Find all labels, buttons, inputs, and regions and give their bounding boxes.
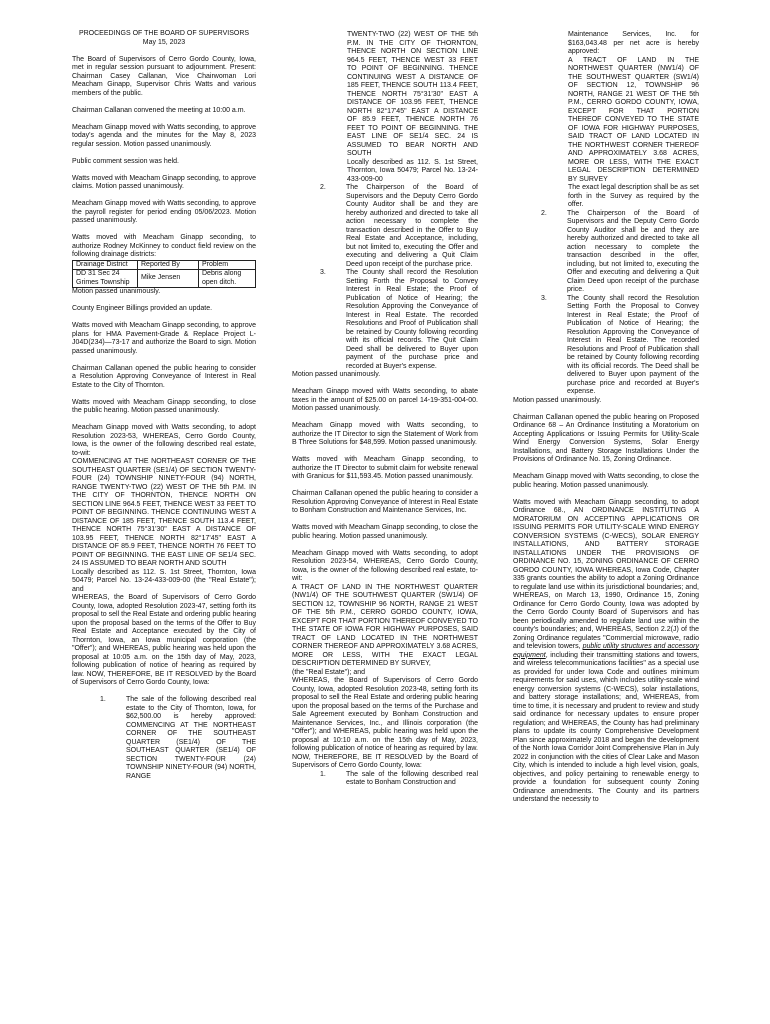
paragraph: The Board of Supervisors of Cerro Gordo County, Iowa, met in regular session pursuant to adjournment. Present: Chairman Casey Callanan, Vice Chairwoman Lori Meacham Ginapp, Supervisor Chris Watts and various members of the public. — [72, 55, 256, 97]
table-cell: DD 31 Sec 24 Grimes Township — [73, 270, 138, 288]
paragraph: Meacham Ginapp moved with Watts seconding, to close the public hearing. Motion passed unanimously. — [513, 473, 699, 489]
list-text: The sale of the following described real estate to the City of Thornton, Iowa, for $62,500.00 is hereby approved: COMMENCING AT THE NORTHEAST CORNER OF THE SOUTHEAST QUARTER (SE1/4) OF THE SOUTHEAST QUARTER (SE1/4) OF SECTION TWENTY-FOUR (24) TOWNSHIP NINETY-FOUR (94) NORTH, RANGE — [126, 696, 256, 780]
legal-description: COMMENCING AT THE NORTHEAST CORNER OF THE SOUTHEAST QUARTER (SE1/4) OF SECTION TWENTY-FOUR (24) TOWNSHIP NINETY-FOUR (94) NORTH, RANGE TWENTY-TWO (22) WEST OF THE 5th P.M. IN THE CITY OF THORNTON, THENCE NORTH ON SECTION LINE 964.5 FEET, THENCE WEST 33 FEET TO POINT OF BEGINNING. THENCE CONTINUING WEST A DISTANCE OF 185 FEET, THENCE SOUTH 113.4 FEET, THENCE NORTH 75°31'30" EAST A DISTANCE OF 103.95 FEET, THENCE NORTH 82°17'45" EAST A DISTANCE OF 85.9 FEET, THENCE NORTH 76 FEET TO POINT OF BEGINNING. THE EAST LINE OF SE1/4 SEC. 24 IS ASSUMED TO BEAR NORTH AND SOUTH — [72, 458, 256, 567]
paragraph: The exact legal description shall be as set forth in the Survey as required by the offer. — [568, 184, 699, 208]
table-header: Reported By — [138, 260, 199, 270]
list-number: 1. — [100, 696, 106, 703]
ordinance-text: Watts moved with Meacham Ginapp seconding, to adopt Ordinance 68., AN ORDINANCE INSTITUTING A MORATORIUM ON ACCEPTING APPLICATIONS OR ISSUING PERMITS FOR UTILITY-SCALE WIND ENERGY CONVERSION SYSTEMS (C-WECS), SOLAR ENERGY INSTALLATIONS, AND BATTERY STORAGE INSTALLATIONS UNDER THE PROVISIONS OF ORDINANCE NO. 15, ZONING ORDINANCE OF CERRO GORDO COUNTY, IOWA WHEREAS, Iowa Code, Chapter 335 grants counties the ability to adopt a Zoning Ordinance to regulate land use within its jurisdictional boundaries; and, WHEREAS, on March 13, 1990, Ordinance 15, Zoning Ordinance for Cerro Gordo County, Iowa was adopted by the Cerro Gordo County Board of Supervisors and has been periodically amended to regulate land use within the county's boundaries; and, WHEREAS, Section 2.2(J) of the Zoning Ordinance regulates "Commercial microwave, radio and television towers, — [513, 498, 699, 650]
list-number: 1. — [320, 770, 326, 778]
list-text: The Chairperson of the Board of Supervisors and the Deputy Cerro Gordo County Auditor shall be and they are hereby authorized and directed to take all action necessary to complete the transaction described in the Offer to Buy Real Estate and Acceptance, including, but not limited to, executing the Offer and executing and delivering a Quit Claim Deed upon receipt of the purchase price. — [346, 184, 478, 268]
paragraph: Locally described as 112. S. 1st Street, Thornton, Iowa 50479; Parcel No. 13-24-433-009-00 (the "Real Estate"); and — [72, 568, 256, 593]
list-number: 2. — [541, 209, 547, 217]
legal-description: TWENTY-TWO (22) WEST OF THE 5th P.M. IN THE CITY OF THORNTON, THENCE NORTH ON SECTION LINE 964.5 FEET, THENCE WEST 33 FEET TO POINT OF BEGINNING. THENCE CONTINUING WEST A DISTANCE OF 185 FEET, THENCE SOUTH 113.4 FEET, THENCE NORTH 75°31'30" EAST A DISTANCE OF 103.95 FEET, THENCE NORTH 82°17'45" EAST A DISTANCE OF 85.9 FEET, THENCE NORTH 76 FEET TO POINT OF BEGINNING. THE EAST LINE OF SE1/4 SEC. 24 IS ASSUMED TO BEAR NORTH AND SOUTH — [347, 31, 478, 157]
table-header: Drainage District — [73, 260, 138, 270]
list-item — [292, 771, 478, 788]
paragraph: Meacham Ginapp moved with Watts seconding, to adopt Resolution 2023-54, WHEREAS, Cerro Gordo County, Iowa, is the owner of the following described real estate, to-wit: — [292, 549, 478, 582]
list-number: 3. — [320, 269, 326, 276]
paragraph: Chairman Callanan convened the meeting at 10:00 a.m. — [72, 106, 246, 114]
ordinance-emphasis: public utility structures and accessory equipment — [513, 643, 700, 659]
list-text: The Chairperson of the Board of Supervisors and the Deputy Cerro Gordo County Auditor shall be and they are hereby authorized and directed to take all action necessary to complete the transaction described in the offer, including, but not limited to, executing the Offer and executing and delivering a Quit Claim Deed upon receipt of the purchase price. — [567, 209, 699, 293]
column-1 — [72, 30, 256, 781]
list-item — [72, 696, 256, 781]
paragraph: Meacham Ginapp moved with Watts seconding, to approve today's agenda and the minutes for the May 8, 2023 regular session. Motion passed unanimously. — [72, 123, 256, 148]
paragraph: Watts moved with Meacham Ginapp seconding, to approve plans for HMA Pavement-Grade & Replace Project L-J04D(234)—73-17 and authorize the Board to sign. Motion passed unanimously. — [72, 322, 256, 355]
paragraph: Motion passed unanimously. — [72, 288, 161, 295]
paragraph: Maintenance Services, Inc. for $163,043.48 per net acre is hereby approved: — [568, 31, 699, 55]
paragraph: Public comment session was held. — [72, 157, 179, 165]
list-number: 2. — [320, 184, 326, 191]
table-header: Problem — [199, 260, 256, 270]
paragraph: Meacham Ginapp moved with Watts seconding, to approve the payroll register for period ending 05/06/2023. Motion passed unanimously. — [72, 200, 256, 224]
list-number: 3. — [541, 294, 547, 302]
paragraph: (the "Real Estate"); and — [292, 668, 366, 676]
paragraph: Chairman Callanan opened the public hearing to consider a Resolution Approving Conveyance of Interest in Real Estate to Bonham Construction and Maintenance Services, Inc. — [292, 490, 478, 514]
paragraph: Meacham Ginapp moved with Watts seconding, to abate taxes in the amount of $25.00 on parcel 14-19-351-004-00. Motion passed unanimously. — [292, 388, 478, 412]
list-item — [292, 184, 478, 269]
paragraph: WHEREAS, the Board of Supervisors of Cerro Gordo County, Iowa, adopted Resolution 2023-48, setting forth its proposal to sell the Real Estate and ordering public hearing upon the proposal based on the terms of the Purchase and Sale Agreement executed by Bonham Construction and Maintenance Services, Inc., and Illinois corporation (the "Offer"); and WHEREAS, public hearing was held upon the proposal at 10:10 a.m. on the 15th day of May, 2023, following publication of notice of hearing as required by law. NOW, THEREFORE, BE IT RESOLVED by the Board of Supervisors of Cerro Gordo County, Iowa: — [292, 677, 478, 769]
paragraph: Watts moved with Meacham Ginapp seconding, to authorize Rodney McKinney to conduct field review on the following drainage districts: — [72, 234, 256, 258]
paragraph: Motion passed unanimously. — [292, 371, 381, 378]
list-text: The County shall record the Resolution Setting Forth the Proposal to Convey Interest in Real Estate; the Proof of Publication of Notice of Hearing; the Resolution Approving the Conveyance of Interest in Real Estate. The recorded Resolutions and Proof of Publication shall be retained by County following recording with its official records. The Quit Claim Deed shall be delivered to Buyer upon payment of the purchase price and recorded at Buyer's expense. — [346, 269, 478, 370]
table-cell: Mike Jensen — [138, 270, 199, 288]
paragraph — [513, 499, 699, 805]
document-title: PROCEEDINGS OF THE BOARD OF SUPERVISORS — [78, 30, 250, 37]
ordinance-text: , including their transmitting stations and towers, and wireless telecommunications facilities" as a special use as provided for under Iowa Code and outlines minimum requirements for said uses, which includes utility-scale wind energy conversion systems (C-WECS), solar installations, and battery storage installations; and, WHEREAS, from time to time, it is necessary and prudent to review and study said ordinance for necessary updates to ensure proper regulation; and WHEREAS, the County has had preliminary plans to update its county Comprehensive Development Plan since approximately 2018 and began the development of the North Iowa Corridor Joint Comprehensive Plan in July 2022 in conjunction with the cities of Clear Lake and Mason City, which is intended to include a high level vision, goals, objectives, and policy pertaining to renewable energy to provide a foundation for subsequent county Zoning Ordinance amendments. The County and its partners understand the necessity to — [513, 651, 699, 803]
column-2 — [292, 31, 478, 788]
table-cell: Debris along open ditch. — [199, 270, 256, 288]
paragraph: Watts moved with Meacham Ginapp seconding, to approve claims. Motion passed unanimously. — [72, 174, 256, 190]
paragraph: Meacham Ginapp moved with Watts seconding, to authorize the IT Director to sign the Statement of Work from B Three Solutions for $48,599. Motion passed unanimously. — [292, 422, 478, 446]
drainage-table — [72, 260, 256, 289]
paragraph: Chairman Callanan opened the public hearing on Proposed Ordinance 68 – An Ordinance Instituting a Moratorium on Accepting Applications or Issuing Permits for Utility-Scale Wind Energy Conversion Systems, Solar Energy Installations, and Battery Storage Installations Under the Provisions of Ordinance No. 15, Zoning Ordinance. — [513, 413, 699, 463]
list-text: The County shall record the Resolution Setting Forth the Proposal to Convey Interest in Real Estate; the Proof of Publication of Notice of Hearing; the Resolution Approving the Conveyance of Interest in Real Estate. The recorded Resolutions and Proof of Publication shall be retained by County following recording with its official records. The Deed shall be delivered to Buyer upon payment of the purchase price and recorded at Buyer's expense. — [567, 294, 699, 395]
list-item — [513, 210, 699, 295]
paragraph: County Engineer Billings provided an update. — [72, 305, 213, 312]
paragraph: Watts moved with Meacham Ginapp seconding, to authorize the IT Director to submit claim for website renewal with Granicus for $11,593.45. Motion passed unanimously. — [292, 456, 478, 480]
paragraph: Watts moved with Meacham Ginapp seconding, to close the public hearing. Motion passed unanimously. — [292, 524, 478, 540]
list-item — [292, 269, 478, 371]
list-text: The sale of the following described real estate to Bonham Construction and — [346, 770, 478, 786]
paragraph: Motion passed unanimously. — [513, 396, 602, 404]
document-date: May 15, 2023 — [142, 38, 186, 46]
paragraph: Watts moved with Meacham Ginapp seconding, to close the public hearing. Motion passed unanimously. — [72, 398, 256, 414]
legal-description: A TRACT OF LAND IN THE NORTHWEST QUARTER (NW1/4) OF THE SOUTHWEST QUARTER (SW1/4) OF SECTION 12, TOWNSHIP 96 NORTH, RANGE 21 WEST OF THE 5th P.M., CERRO GORDO COUNTY, IOWA, EXCEPT FOR THAT PORTION THEREOF CONVEYED TO THE STATE OF IOWA FOR HIGHWAY PURPOSES, SAID TRACT OF LAND LOCATED IN THE NORTHWEST CORNER THEREOF AND APPROXIMATELY 3.68 ACRES, MORE OR LESS, WITH THE EXACT LEGAL DESCRIPTION DETERMINED BY SURVEY, — [292, 583, 478, 667]
list-item — [513, 295, 699, 397]
paragraph: Meacham Ginapp moved with Watts seconding, to adopt Resolution 2023-53, WHEREAS, Cerro Gordo County, Iowa, is the owner of the following described real estate, to-wit: — [72, 424, 256, 457]
legal-description: A TRACT OF LAND IN THE NORTHWEST QUARTER (NW1/4) OF THE SOUTHWEST QUARTER (SW1/4) OF SECTION 12, TOWNSHIP 96 NORTH, RANGE 21 WEST OF THE 5th P.M., CERRO GORDO COUNTY, IOWA, EXCEPT FOR THAT PORTION THEREOF CONVEYED TO THE STATE OF IOWA FOR HIGHWAY PURPOSES, SAID TRACT OF LAND LOCATED IN THE NORTHWEST CORNER THEREOF AND APPROXIMATELY 3.68 ACRES, MORE OR LESS, WITH THE EXACT LEGAL DESCRIPTION DETERMINED BY SURVEY — [568, 56, 699, 183]
column-3 — [513, 31, 699, 813]
paragraph: Locally described as 112. S. 1st Street, Thornton, Iowa 50479; Parcel No. 13-24-433-009-00 — [347, 158, 478, 183]
paragraph: WHEREAS, the Board of Supervisors of Cerro Gordo County, Iowa, adopted Resolution 2023-47, setting forth its proposal to sell the Real Estate and ordering public hearing upon the proposal based on the terms of the Offer to Buy Real Estate and Acceptance executed by the City of Thornton, Iowa, an Iowa municipal corporation (the "Offer"); and WHEREAS, public hearing was held upon the proposal at 10:05 a.m. on the 15th day of May, 2023, following publication of notice of hearing as required by law. NOW, THEREFORE, BE IT RESOLVED by the Board of Supervisors of Cerro Gordo County, Iowa: — [72, 594, 256, 686]
paragraph: Chairman Callanan opened the public hearing to consider a Resolution Approving Conveyance of Interest in Real Estate to the City of Thornton. — [72, 364, 256, 389]
